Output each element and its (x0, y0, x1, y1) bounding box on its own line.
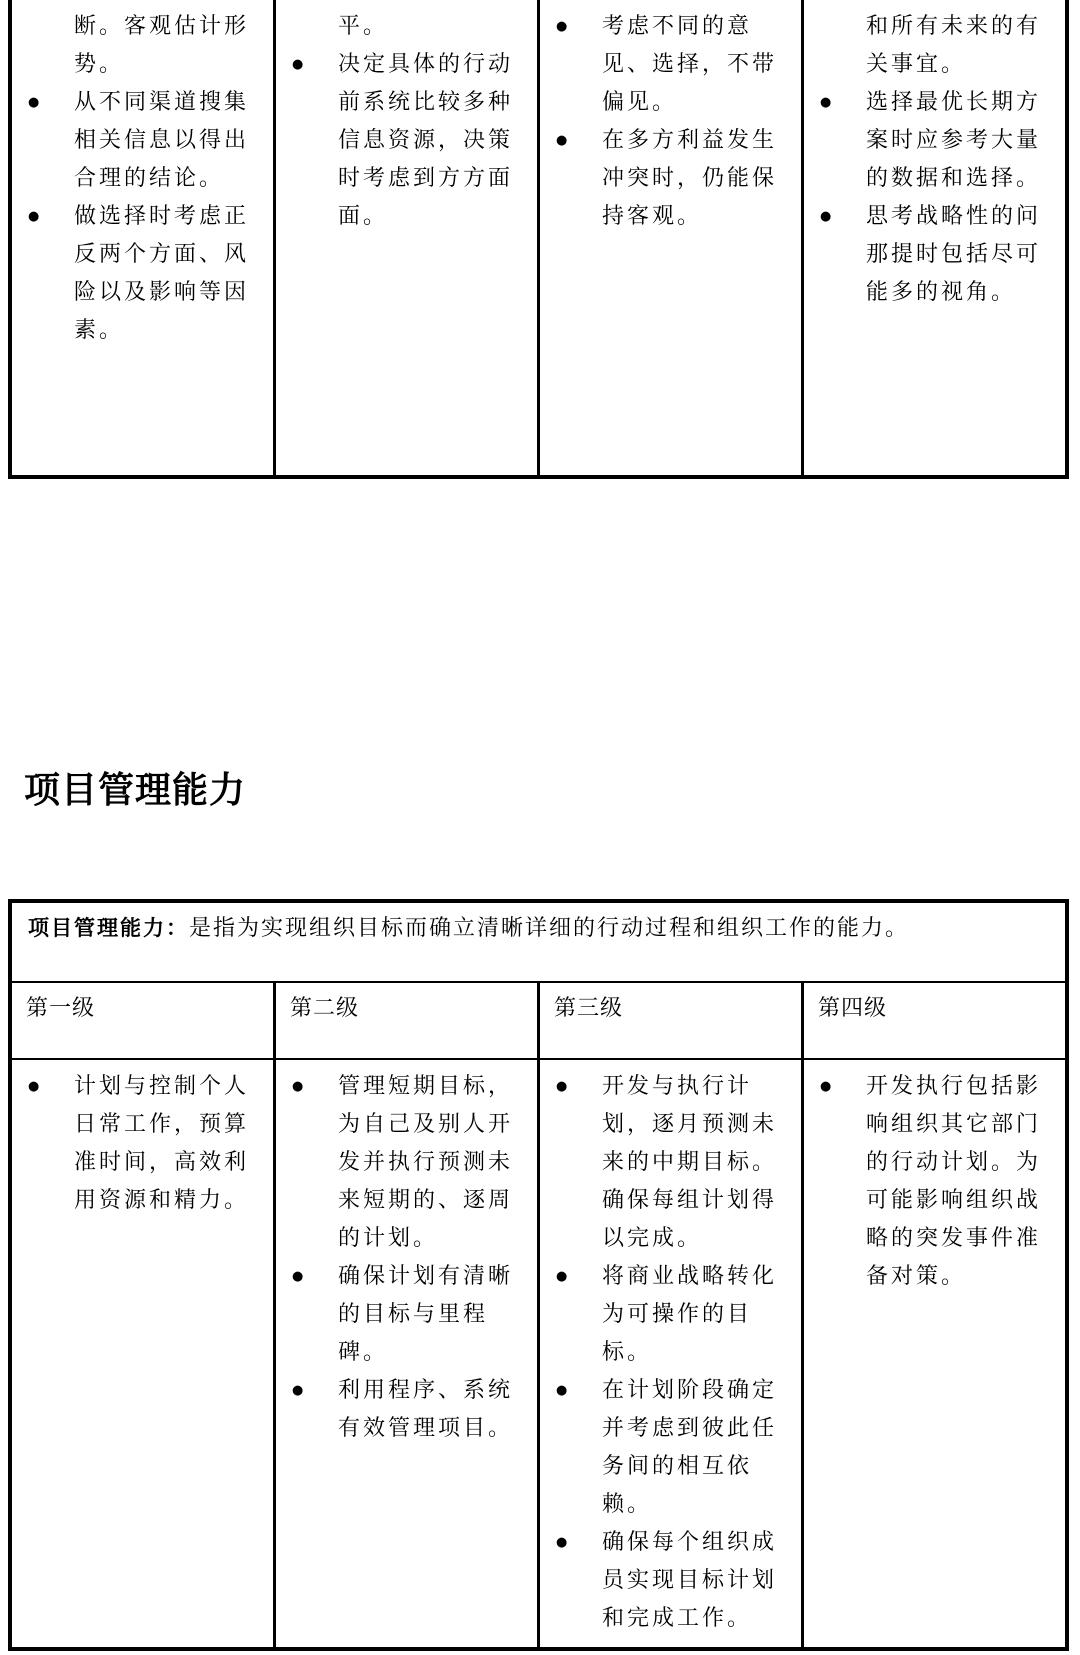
level-3-content (540, 1060, 804, 1647)
top-competency-table-continuation (8, 0, 1069, 479)
list-item: ● 管理短期目标，为自己及别人开发并执行预测未来短期的、逐周的计划。 (276, 1068, 524, 1258)
list-item: ● 将商业战略转化为可操作的目标。 (540, 1258, 788, 1372)
top-col-4-list (804, 8, 1065, 312)
level-header-4: 第四级 (818, 996, 888, 1021)
level-3-list (540, 1068, 801, 1638)
level-1-list (12, 1068, 273, 1220)
list-item: ● 确保计划有清晰的目标与里程碑。 (276, 1258, 524, 1372)
level-4-content (804, 1060, 1065, 1647)
list-item: ● 确保每个组织成员实现目标计划和完成工作。 (540, 1524, 788, 1638)
level-header-3: 第三级 (540, 983, 804, 1058)
top-col-2-list (276, 8, 537, 236)
list-item: ● 做选择时考虑正反两个方面、风险以及影响等因素。 (12, 198, 260, 350)
top-table-column-level-1 (12, 0, 276, 475)
top-col-3-list (540, 8, 801, 236)
level-header-2: 第二级 (276, 983, 540, 1058)
list-item: 断。客观估计形势。 (74, 14, 250, 77)
list-item: ● 考虑不同的意见、选择，不带偏见。 (540, 8, 788, 122)
level-header-1: 第一级 (12, 983, 276, 1058)
top-table-column-level-2 (276, 0, 540, 475)
top-col-1-list (12, 8, 273, 350)
list-item: ● 在多方利益发生冲突时，仍能保持客观。 (540, 122, 788, 236)
section-heading: 项目管理能力 (24, 770, 247, 811)
definition-text: 是指为实现组织目标而确立清晰详细的行动过程和组织工作的能力。 (189, 916, 910, 941)
level-content-row (12, 1060, 1065, 1647)
list-item: ● 利用程序、系统有效管理项目。 (276, 1372, 524, 1448)
list-item: ● 计划与控制个人日常工作，预算准时间，高效利用资源和精力。 (12, 1068, 260, 1220)
level-header-row (12, 983, 1065, 1060)
definition-row (12, 903, 1065, 983)
level-2-list (276, 1068, 537, 1448)
level-4-list (804, 1068, 1065, 1296)
definition-label: 项目管理能力： (28, 916, 189, 940)
top-table-column-level-4 (804, 0, 1065, 475)
list-item: ● 开发执行包括影响组织其它部门的行动计划。为可能影响组织战略的突发事件准备对策。 (804, 1068, 1052, 1296)
list-item: ● 开发与执行计划，逐月预测未来的中期目标。确保每组计划得以完成。 (540, 1068, 788, 1258)
project-management-competency-table (8, 899, 1069, 1651)
list-item: ● 选择最优长期方案时应参考大量的数据和选择。 (804, 84, 1052, 198)
list-item: ● 在计划阶段确定并考虑到彼此任务间的相互依赖。 (540, 1372, 788, 1524)
list-item: ● 从不同渠道搜集相关信息以得出合理的结论。 (12, 84, 260, 198)
level-1-content (12, 1060, 276, 1647)
top-table-column-level-3 (540, 0, 804, 475)
level-2-content (276, 1060, 540, 1647)
list-item: ● 思考战略性的问那提时包括尽可能多的视角。 (804, 198, 1052, 312)
list-item: ● 决定具体的行动前系统比较多种信息资源，决策时考虑到方方面面。 (276, 46, 524, 236)
list-item: 和所有未来的有关事宜。 (866, 14, 1042, 77)
list-item: 平。 (338, 14, 389, 39)
